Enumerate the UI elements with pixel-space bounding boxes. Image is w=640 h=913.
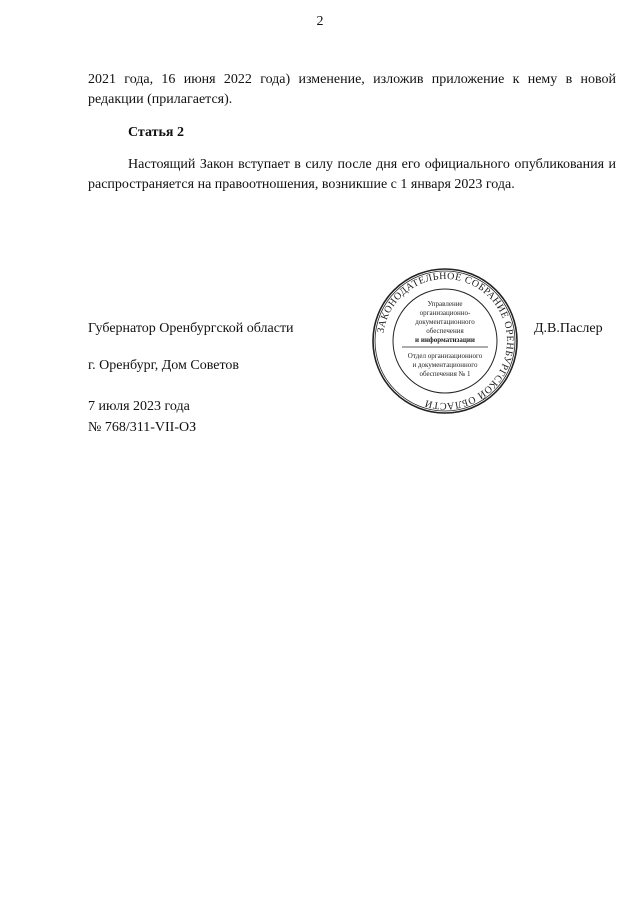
- seal-line-7: и документационного: [412, 361, 478, 369]
- seal-line-6: Отдел организационного: [407, 352, 483, 360]
- seal-line-1: Управление: [427, 300, 463, 308]
- law-number: № 768/311-VII-ОЗ: [88, 420, 197, 435]
- seal-line-8: обеспечения № 1: [419, 370, 471, 378]
- seal-line-3: документационного: [415, 318, 475, 326]
- seal-line-4: обеспечения: [426, 327, 464, 335]
- signatory-name: Д.В.Паслер: [534, 321, 603, 336]
- governor-title: Губернатор Оренбургской области: [88, 321, 294, 336]
- article-2-text: Настоящий Закон вступает в силу после дня его официального опубликования и распространяется на правоотношения, возникшие с 1 января 2023 года.: [88, 157, 616, 192]
- official-seal: [370, 266, 520, 416]
- seal-ring-text: ЗАКОНОДАТЕЛЬНОЕ СОБРАНИЕ ОРЕНБУРГСКОЙ ОБЛАСТИ: [375, 270, 516, 412]
- article-heading: Статья 2: [128, 125, 184, 140]
- page-number: 2: [316, 14, 324, 29]
- signing-place: г. Оренбург, Дом Советов: [88, 358, 239, 373]
- paragraph-continuation: 2021 года, 16 июня 2022 года) изменение, изложив приложение к нему в новой редакции (прилагается).: [88, 72, 616, 107]
- seal-line-2: организационно-: [419, 309, 471, 317]
- signing-date: 7 июля 2023 года: [88, 399, 190, 414]
- seal-line-5: и информатизации: [415, 336, 475, 344]
